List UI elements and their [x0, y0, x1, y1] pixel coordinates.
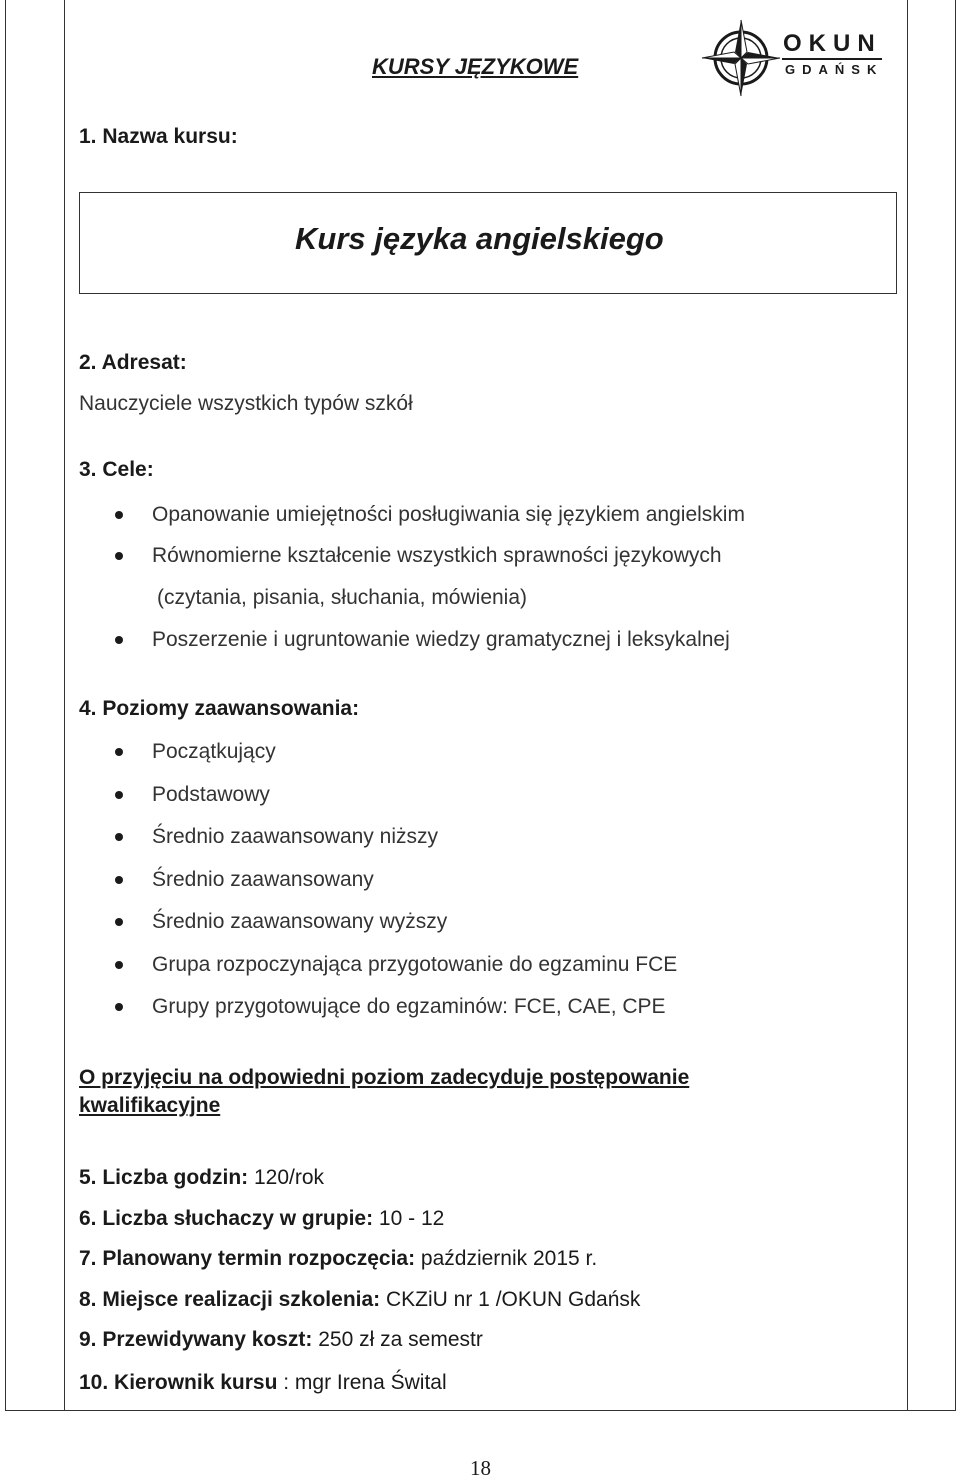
okun-logo [700, 18, 885, 98]
bullet-dot [115, 1003, 123, 1011]
bullet-dot [115, 833, 123, 841]
detail-row [79, 1166, 324, 1190]
detail-label: 5. Liczba godzin: [79, 1166, 249, 1189]
section4-label: 4. Poziomy zaawansowania: [79, 697, 360, 720]
level-item: Początkujący [152, 740, 276, 763]
bullet-dot [115, 552, 123, 560]
detail-value: 250 zł za semestr [312, 1328, 483, 1351]
detail-value: październik 2015 r. [415, 1247, 598, 1270]
page-number: 18 [470, 1456, 491, 1480]
bullet-dot [115, 748, 123, 756]
level-item: Grupy przygotowujące do egzaminów: FCE, CAE, CPE [152, 995, 666, 1018]
bullet-dot [115, 918, 123, 926]
logo-word-okun: OKUN [783, 30, 882, 57]
goal-item: Poszerzenie i ugruntowanie wiedzy gramatycznej i leksykalnej [152, 628, 730, 651]
bullet-dot [115, 876, 123, 884]
course-name-box [79, 192, 897, 294]
header-title: KURSY JĘZYKOWE [372, 54, 579, 79]
bullet-dot [115, 511, 123, 519]
detail-value: : mgr Irena Śwital [277, 1371, 447, 1394]
level-item: Średnio zaawansowany [152, 868, 374, 891]
section2-label: 2. Adresat: [79, 351, 187, 374]
section1-label: 1. Nazwa kursu: [79, 125, 238, 148]
detail-label: 8. Miejsce realizacji szkolenia: [79, 1288, 381, 1311]
goal-item-continuation: (czytania, pisania, słuchania, mówienia) [157, 586, 528, 609]
section3-label: 3. Cele: [79, 458, 154, 481]
bullet-dot [115, 791, 123, 799]
course-name: Kurs języka angielskiego [295, 221, 664, 256]
detail-row [79, 1371, 447, 1395]
bullet-dot [115, 636, 123, 644]
bullet-dot [115, 961, 123, 969]
qualification-note-line1: O przyjęciu na odpowiedni poziom zadecyduje postępowanie [79, 1066, 690, 1089]
detail-value: 120/rok [248, 1166, 325, 1189]
logo-word-gdansk: GDAŃSK [785, 62, 884, 77]
logo-divider [782, 58, 882, 60]
detail-value: 10 - 12 [373, 1207, 445, 1230]
level-item: Podstawowy [152, 783, 270, 806]
section2-value: Nauczyciele wszystkich typów szkół [79, 392, 413, 415]
goal-item: Równomierne kształcenie wszystkich sprawności językowych [152, 544, 722, 567]
detail-row [79, 1247, 597, 1271]
goal-item: Opanowanie umiejętności posługiwania się językiem angielskim [152, 503, 745, 526]
qualification-note-line2: kwalifikacyjne [79, 1094, 221, 1117]
detail-row [79, 1288, 640, 1312]
detail-row [79, 1207, 444, 1231]
detail-value: CKZiU nr 1 /OKUN Gdańsk [380, 1288, 641, 1311]
level-item: Średnio zaawansowany wyższy [152, 910, 448, 933]
detail-label: 9. Przewidywany koszt: [79, 1328, 313, 1351]
detail-label: 10. Kierownik kursu [79, 1371, 278, 1394]
level-item: Średnio zaawansowany niższy [152, 825, 438, 848]
compass-rose-icon [700, 18, 782, 98]
level-item: Grupa rozpoczynająca przygotowanie do egzaminu FCE [152, 953, 678, 976]
detail-row [79, 1328, 483, 1352]
detail-label: 7. Planowany termin rozpoczęcia: [79, 1247, 416, 1270]
detail-label: 6. Liczba słuchaczy w grupie: [79, 1207, 374, 1230]
